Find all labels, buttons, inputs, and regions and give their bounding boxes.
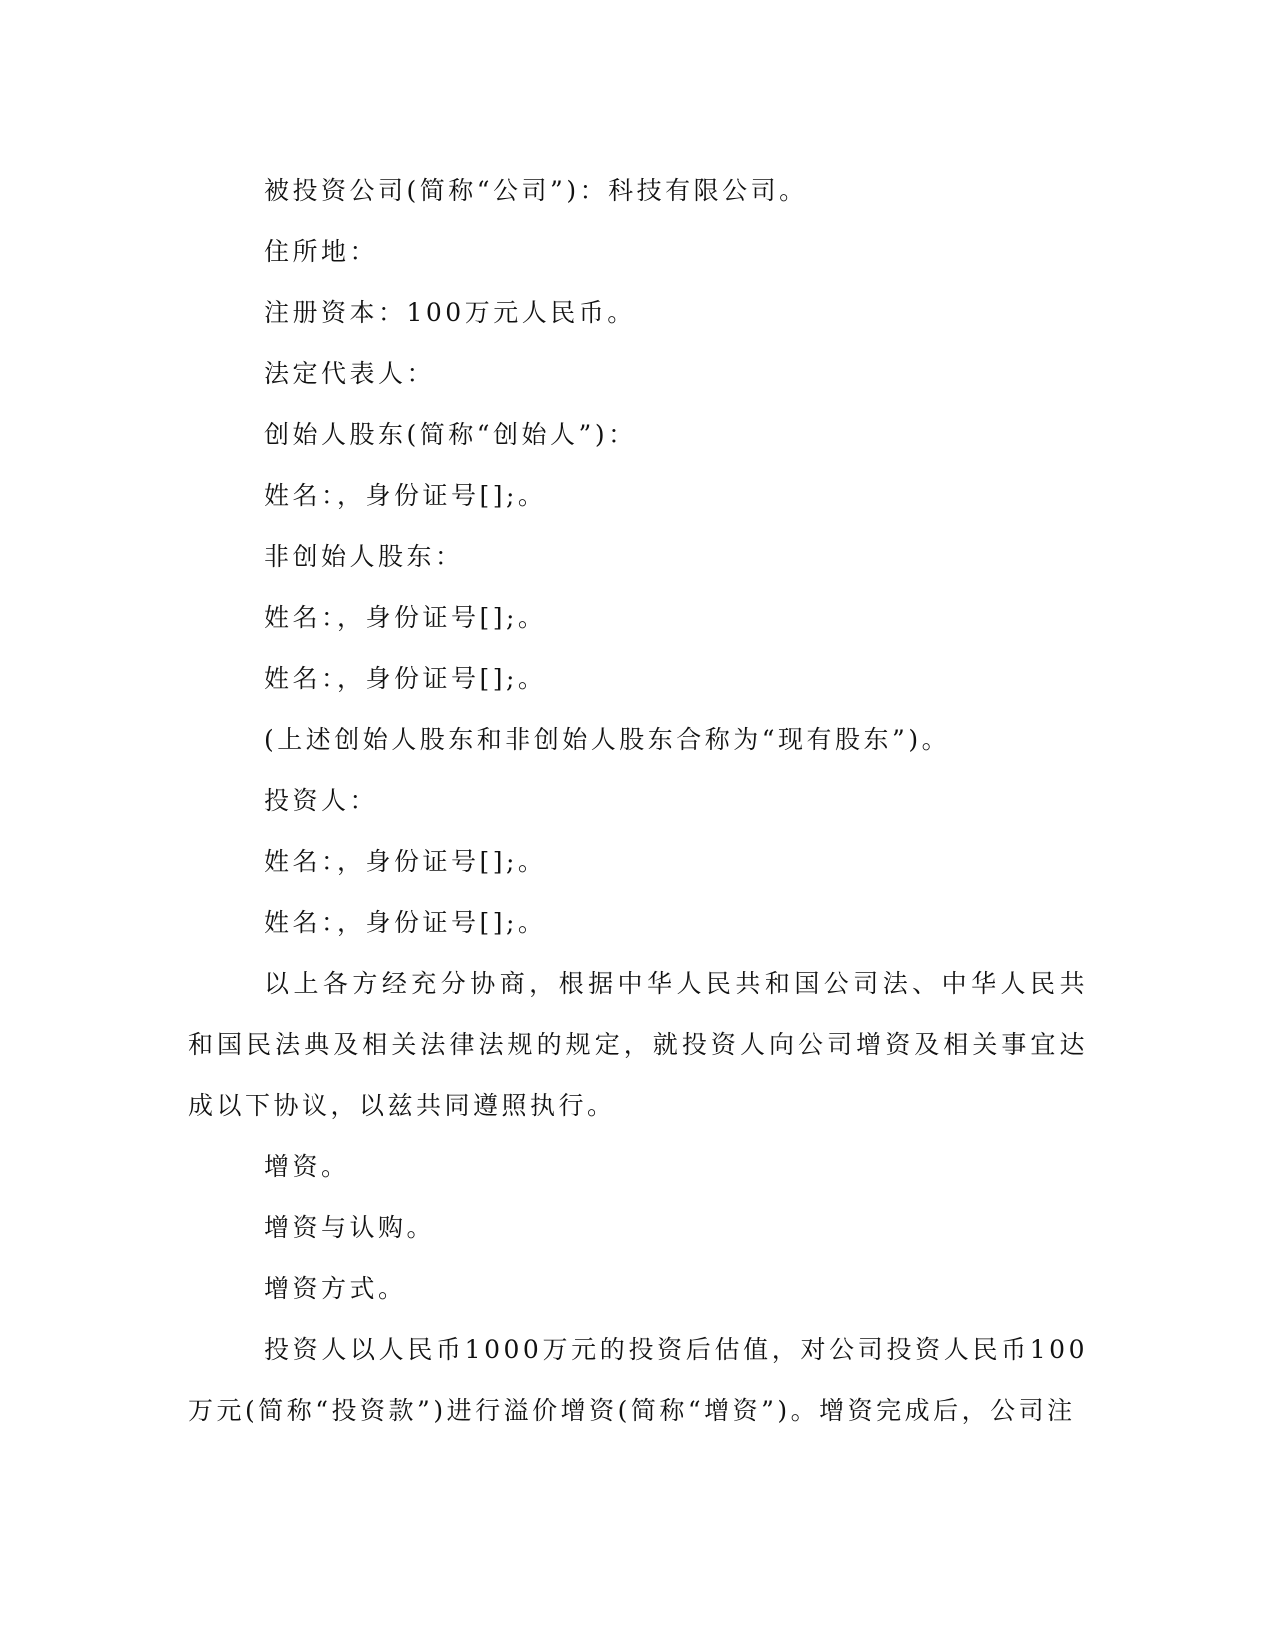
section-heading-subscription: 增资与认购。 [264, 1213, 436, 1242]
registered-capital-line: 注册资本：100万元人民币。 [264, 298, 636, 327]
address-line: 住所地： [264, 237, 379, 266]
investment-paragraph: 投资人以人民币1000万元的投资后估值，对公司投资人民币100万元(简称“投资款”)进行溢价增资(简称“增资”)。增资完成后，公司注 [188, 1335, 1088, 1425]
agreement-paragraph: 以上各方经充分协商，根据中华人民共和国公司法、中华人民共和国民法典及相关法律法规的规定，就投资人向公司增资及相关事宜达成以下协议，以兹共同遵照执行。 [188, 969, 1088, 1120]
investor-name-line: 姓名：，身份证号[];。 [264, 908, 547, 937]
document-body [188, 160, 1088, 1441]
founder-shareholder-heading: 创始人股东(简称“创始人”)： [264, 420, 637, 449]
section-heading-capital-increase: 增资。 [264, 1152, 350, 1181]
non-founder-name-line: 姓名：，身份证号[];。 [264, 664, 547, 693]
non-founder-shareholder-heading: 非创始人股东： [264, 542, 464, 571]
legal-representative-line: 法定代表人： [264, 359, 436, 388]
non-founder-name-line: 姓名：，身份证号[];。 [264, 603, 547, 632]
investor-name-line: 姓名：，身份证号[];。 [264, 847, 547, 876]
investor-heading: 投资人： [264, 786, 379, 815]
existing-shareholders-note: (上述创始人股东和非创始人股东合称为“现有股东”)。 [264, 725, 951, 754]
section-heading-method: 增资方式。 [264, 1274, 407, 1303]
founder-name-line: 姓名：，身份证号[];。 [264, 481, 547, 510]
invested-company-line: 被投资公司(简称“公司”)：科技有限公司。 [264, 176, 808, 205]
